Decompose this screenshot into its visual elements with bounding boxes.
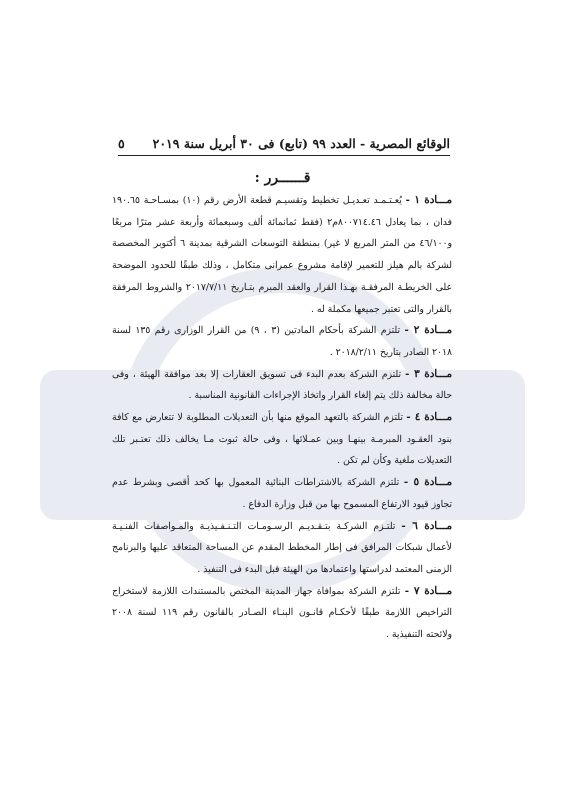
article-label: مـــادة ١ - bbox=[405, 194, 452, 206]
article-text: تلتزم الشركة بالتعهد الموقع منها بأن التعديلات المطلوبة لا تتعارض مع كافة بنود العقـود المبرمـة بينهـا وبين عمـلائها ، وفى حالة ثبوت مـا يخالف ذلك تعتـبر تلك التعديلات ملغية وكأن لم تكن . bbox=[112, 412, 452, 467]
article-6 bbox=[112, 516, 452, 581]
page-header bbox=[118, 136, 450, 156]
articles-body bbox=[112, 190, 452, 646]
article-label: مـــادة ٣ - bbox=[405, 367, 452, 380]
header-title: الوقائع المصرية - العدد ٩٩ (تابع) فى ٣٠ أبريل سنة ٢٠١٩ bbox=[152, 136, 450, 151]
page-number: ٥ bbox=[118, 136, 125, 151]
article-label: مـــادة ٤ - bbox=[406, 411, 452, 424]
article-text: تلتـزم الشركـة بتـقـديـم الرسـومـات التـنـفـيذيـة والمـواصفات الفنـيـة لأعمال شبكات المرافق فى إطار المخطط المقدم عن المساحة المتعاقد عليها والبرنامج الزمنى المعتمد لدراستها واعتمادها من الهيئة قبل البدء فى التنفيذ . bbox=[112, 520, 452, 575]
article-4 bbox=[112, 407, 452, 472]
article-text: تلتزم الشركة بموافاة جهاز المدينة المختص بالمستندات اللازمة لاستخراج التراخيص اللازمة طبقًا لأحكـام قانـون البنـاء الصـادر بالقانون رقم ١١٩ لسنة ٢٠٠٨ ولائحته التنفيذية . bbox=[112, 585, 452, 641]
article-3 bbox=[112, 364, 452, 407]
article-label: مـــادة ٦ - bbox=[401, 519, 452, 532]
article-2 bbox=[112, 320, 452, 363]
article-label: مـــادة ٥ - bbox=[403, 476, 452, 489]
article-text: تلتزم الشركة بعدم البدء فى تسويق العقارات إلا بعد موافقة الهيئة ، وفى حالة مخالفة ذلك يتم إلغاء القرار واتخاذ الإجراءات القانونية المناسبة . bbox=[112, 368, 452, 402]
decision-heading: قــــــرر : bbox=[254, 170, 311, 186]
article-text: تلتزم الشركة بالاشتراطات البنائية المعمول بها كحد أقصى وبشرط عدم تجاوز قيود الارتفاع المسموح بها من قبل وزارة الدفاع . bbox=[112, 477, 452, 510]
article-5 bbox=[112, 472, 452, 515]
article-1 bbox=[112, 190, 452, 320]
article-label: مـــادة ٧ - bbox=[404, 584, 452, 597]
article-7 bbox=[112, 581, 452, 646]
article-label: مـــادة ٢ - bbox=[404, 324, 452, 337]
article-text: يُعـتـمـد تعـديـل تخطيط وتقسيـم قطعة الأرض رقم (١٠) بمسـاحـة ١٩٠.٦٥ فدان ، بما يعادل ٨٠٠٧١٤.٤٦م٢ (فقط ثمانمائة ألف وسبعمائة وأربعة عشر مترًا مربعًا و٤٦/١٠٠ من المتر المربع لا غير) بمنطقة التوسعات الشرقية بمدينة ٦ أكتوبر المخصصة لشركة بالم هيلز للتعمير لإقامة مشروع عمرانى متكامل ، وذلك طبقًا للحدود الموضحة على الخريطـة المرفقـة بهـذا القرار والعقد المبرم بتـاريخ ٢٠١٧/٧/١١ والشروط المرفقة بالقرار والتى تعتبر جميعها مكملة له . bbox=[112, 195, 452, 315]
article-text: تلتزم الشركة بأحكام المادتين (٣ ، ٩) من القرار الوزارى رقم ١٣٥ لسنة ٢٠١٨ الصادر بتاريخ ٢٠١٨/٢/١١ . bbox=[112, 325, 452, 358]
